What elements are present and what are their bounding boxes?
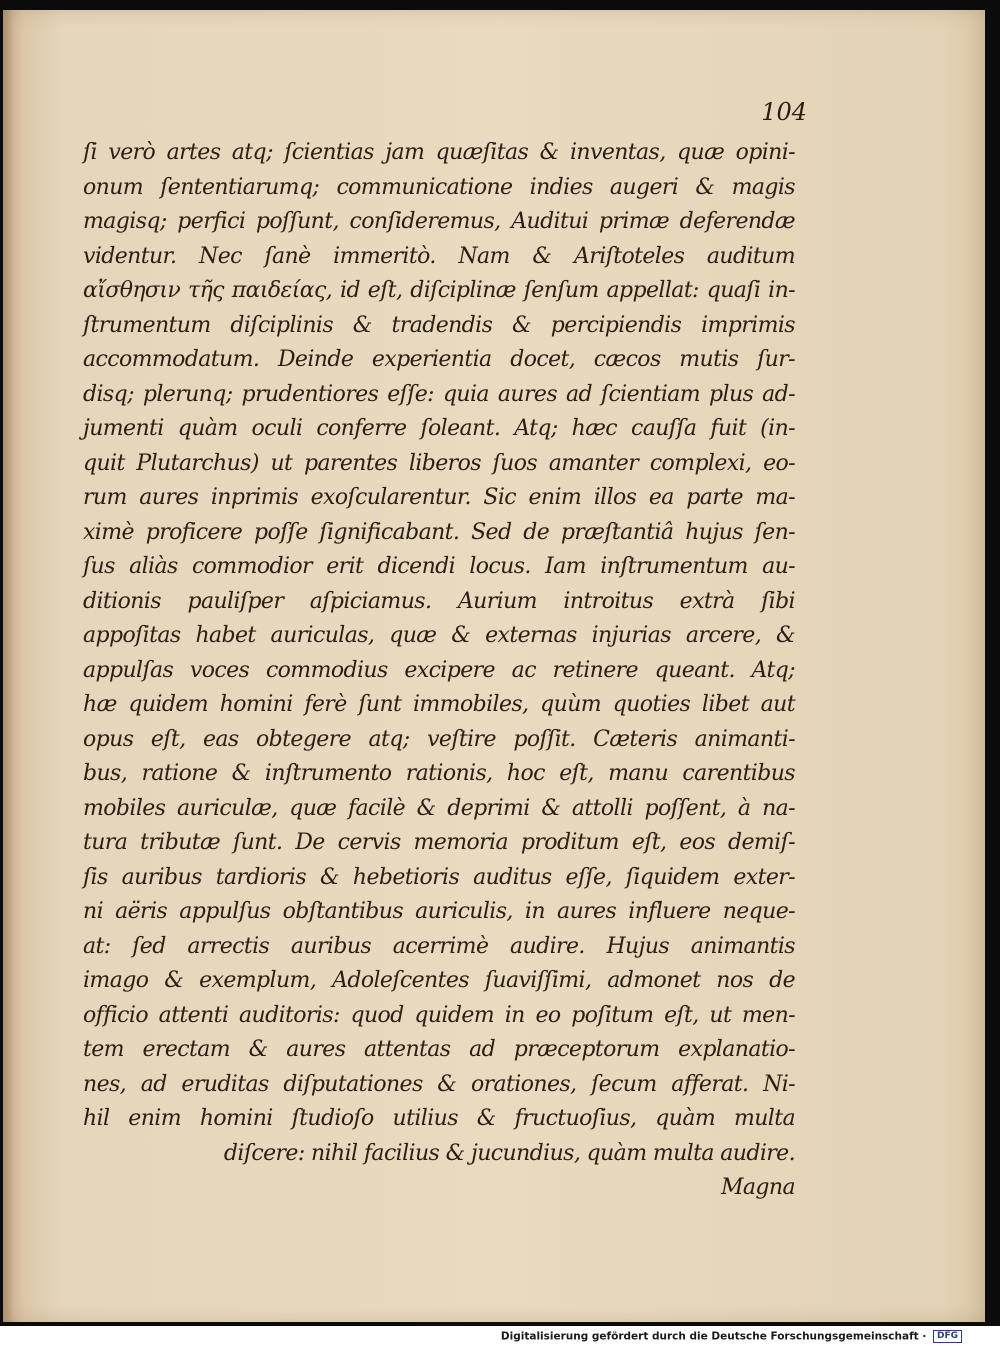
text-line: magisq; perfici poſſunt, conſideremus, Auditui primæ deferendæ — [83, 209, 795, 234]
text-line: videntur. Nec ſanè immeritò. Nam & Ariſtoteles auditum — [83, 243, 795, 269]
text-line: ni aëris appulſus obſtantibus auriculis, in aures influere neque- — [83, 899, 795, 924]
page-number: 104 — [761, 98, 807, 126]
text-line: imago & exemplum, Adoleſcentes ſuaviſſimi, admonet nos de — [83, 968, 795, 993]
text-line: diſcere: nihil facilius & jucundius, quàm multa audire. — [223, 1140, 795, 1166]
text-line: ximè proficere poſſe ſignificabant. Sed de præſtantiâ hujus ſen- — [83, 519, 795, 545]
book-page — [3, 10, 985, 1322]
text-line: hæ quidem homini ferè ſunt immobiles, quùm quoties libet aut — [83, 692, 795, 717]
text-line: mobiles auriculæ, quæ facilè & deprimi & attolli poſſent, à na- — [83, 795, 795, 821]
text-line: ſtrumentum diſciplinis & tradendis & percipiendis imprimis — [83, 312, 795, 338]
digitization-credit — [501, 1330, 962, 1343]
text-line: officio attenti auditoris: quod quidem in eo poſitum eſt, ut men- — [83, 1002, 795, 1028]
text-line: αἴσθησιν τῆς παιδείας, id eſt, diſciplinæ ſenſum appellat: quaſi in- — [83, 278, 795, 303]
text-line: tem erectam & aures attentas ad præceptorum explanatio- — [83, 1037, 795, 1062]
page-gutter-shadow — [3, 10, 13, 1322]
body-text — [83, 136, 795, 1206]
text-line: appulſas voces commodius excipere ac retinere queant. Atq; — [83, 657, 795, 683]
text-line: ſi verò artes atq; ſcientias jam quæſitas & inventas, quæ opini- — [83, 140, 795, 165]
dfg-logo-icon: DFG — [933, 1330, 962, 1343]
text-line: jumenti quàm oculi conferre ſoleant. Atq; hæc cauſſa fuit (in- — [83, 416, 795, 441]
text-line: quit Plutarchus) ut parentes liberos ſuos amanter complexi, eo- — [83, 450, 795, 476]
text-line: rum aures inprimis exoſcularentur. Sic enim illos ea parte ma- — [83, 485, 795, 510]
text-line: accommodatum. Deinde experientia docet, cæcos mutis ſur- — [83, 347, 795, 372]
text-line: at: ſed arrectis auribus acerrimè audire. Hujus animantis — [83, 933, 795, 959]
text-line: appoſitas habet auriculas, quæ & externas injurias arcere, & — [83, 623, 795, 648]
text-line: tura tributæ ſunt. De cervis memoria proditum eſt, eos demiſ- — [83, 830, 795, 855]
text-line: ditionis pauliſper aſpiciamus. Aurium introitus extrà ſibi — [83, 588, 795, 614]
credit-text: Digitalisierung gefördert durch die Deutsche Forschungsgemeinschaft · — [500, 1330, 927, 1343]
text-line: nes, ad eruditas diſputationes & orationes, ſecum afferat. Ni- — [83, 1071, 795, 1097]
text-line: opus eſt, eas obtegere atq; veſtire poſſit. Cæteris animanti- — [83, 726, 795, 752]
text-line: disq; plerunq; prudentiores eſſe: quia aures ad ſcientiam plus ad- — [83, 381, 795, 407]
text-line: ſis auribus tardioris & hebetioris auditus eſſe, ſiquidem exter- — [83, 864, 795, 890]
text-line: hil enim homini ſtudioſo utilius & fructuoſius, quàm multa — [83, 1106, 795, 1131]
text-line: ſus aliàs commodior erit dicendi locus. Iam inſtrumentum au- — [83, 554, 795, 579]
text-line: onum ſententiarumq; communicatione indies augeri & magis — [83, 174, 795, 200]
text-line: bus, ratione & inſtrumento rationis, hoc eſt, manu carentibus — [83, 761, 795, 786]
catchword: Magna — [720, 1175, 795, 1200]
